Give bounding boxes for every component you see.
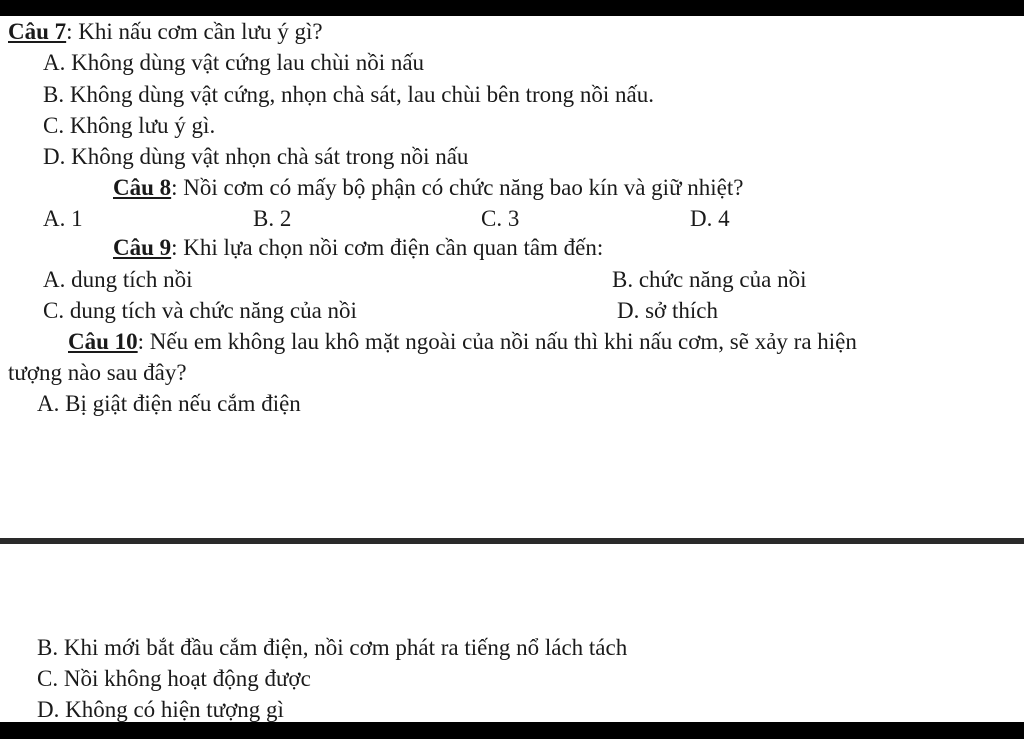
q9-option-b: B. chức năng của nồi [612,267,807,292]
question-10-text: : Nếu em không lau khô mặt ngoài của nồi nấu thì khi nấu cơm, sẽ xảy ra hiện [137,329,857,354]
q8-option-a: A. 1 [43,206,83,231]
q10-option-d: D. Không có hiện tượng gì [37,697,284,722]
page-separator-bar [0,538,1024,544]
q8-option-c: C. 3 [481,206,520,231]
q8-option-d: D. 4 [690,206,730,231]
top-black-bar [0,0,1024,16]
q7-option-d: D. Không dùng vật nhọn chà sát trong nồi nấu [43,144,469,169]
q9-option-d: D. sở thích [617,298,718,323]
question-10-continuation: tượng nào sau đây? [8,360,187,385]
question-8 [113,173,743,203]
q10-option-a: A. Bị giật điện nếu cắm điện [37,391,301,416]
q8-option-b: B. 2 [253,206,292,231]
question-9-label: Câu 9 [113,235,172,260]
question-7 [8,17,323,47]
question-10-label: Câu 10 [68,329,138,354]
q7-option-c: C. Không lưu ý gì. [43,113,216,138]
q9-option-c: C. dung tích và chức năng của nồi [43,298,357,323]
question-9 [113,233,603,263]
bottom-black-bar [0,722,1024,739]
question-8-label: Câu 8 [113,175,172,200]
question-7-label: Câu 7 [8,19,67,44]
q10-option-b: B. Khi mới bắt đầu cắm điện, nồi cơm phát ra tiếng nổ lách tách [37,635,628,660]
q10-option-c: C. Nồi không hoạt động được [37,666,311,691]
question-8-text: : Nồi cơm có mấy bộ phận có chức năng bao kín và giữ nhiệt? [171,175,744,200]
q9-option-a: A. dung tích nồi [43,267,193,292]
question-7-text: : Khi nấu cơm cần lưu ý gì? [66,19,323,44]
question-10 [68,327,857,357]
q7-option-a: A. Không dùng vật cứng lau chùi nồi nấu [43,50,425,75]
q7-option-b: B. Không dùng vật cứng, nhọn chà sát, lau chùi bên trong nồi nấu. [43,82,654,107]
question-9-text: : Khi lựa chọn nồi cơm điện cần quan tâm đến: [171,235,604,260]
